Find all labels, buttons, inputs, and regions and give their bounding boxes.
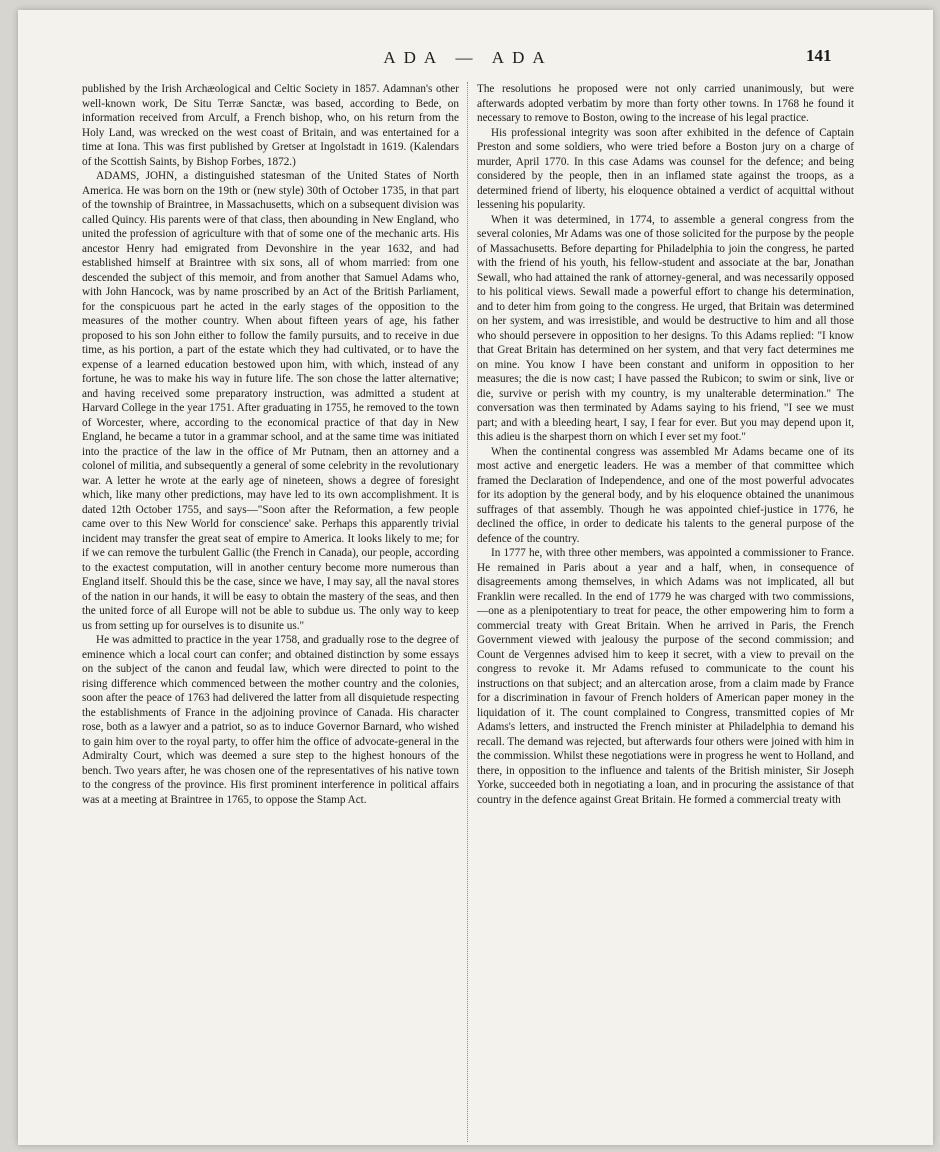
right-column [477,82,854,807]
book-page [18,10,933,1145]
left-column [82,82,459,807]
paragraph: When the continental congress was assembled Mr Adams became one of its most active and energetic leaders. He was a member of that committee which framed the Declaration of Independence, and one of the most powerful advocates for its adoption by the general body, and by his eloquence obtained the unanimous suffrages of that assembly. Though he was appointed chief-justice in 1776, he declined the office, in order to dedicate his talents to the general purpose of the defence of the country. [477,445,854,545]
paragraph: When it was determined, in 1774, to assemble a general congress from the several colonies, Mr Adams was one of those solicited for the purpose by the people of Massachusetts. Before departing for Philadelphia to join the congress, he parted with the friend of his youth, his fellow-student and associate at the bar, Jonathan Sewall, who had attained the rank of attorney-general, and was necessarily opposed to his political views. Sewall made a powerful effort to change his determination, and to deter him from going to the congress. He urged, that Britain was determined on her system, and was irresistible, and would be destructive to him and all those who should persevere in opposition to her designs. To this Adams replied: "I know that Great Britain has determined on her system, and that very fact determines me on mine. You know I have been constant and uniform in opposition to her measures; the die is now cast; I have passed the Rubicon; to swim or sink, live or die, survive or perish with my country, is my unalterable determination." The conversation was then terminated by Adams saying to his friend, "I see we must part; and with a bleeding heart, I say, I fear for ever. But you may depend upon it, this adieu is the sharpest thorn on which I ever set my foot." [477,213,854,443]
paragraph: In 1777 he, with three other members, was appointed a commissioner to France. He remained in Paris about a year and a half, when, in consequence of disagreements among themselves, in which Adams was not implicated, all but Franklin were recalled. In the end of 1779 he was charged with two commissions,—one as a plenipotentiary to treat for peace, the other empowering him to form a commercial treaty with Great Britain. When he arrived in Paris, the French Government viewed with jealousy the purpose of the second commission; and Count de Vergennes advised him to keep it secret, with a view to prevail on the congress to revoke it. Mr Adams refused to communicate to the count his instructions on that subject; and an altercation arose, from a claim made by France for a discrimination in favour of French holders of American paper money in the liquidation of it. The count complained to Congress, transmitted copies of Mr Adams's letters, and instructed the French minister at Philadelphia to demand his recall. The demand was rejected, but afterwards four others were joined with him in the commission. Whilst these negotiations were in progress he went to Holland, and there, in opposition to the influence and talents of the British minister, Sir Joseph Yorke, succeeded both in negotiating a loan, and in procuring the assistance of that country in the defence against Great Britain. He formed a commercial treaty with [477,547,854,806]
paragraph: His professional integrity was soon after exhibited in the defence of Captain Preston and some soldiers, who were tried before a Boston jury on a charge of murder, April 1770. In this case Adams was counsel for the defence; and being considered by the people, then in an inflamed state against the troops, as a determined friend of liberty, his eloquence obtained a verdict of acquittal without lessening his popularity. [477,126,854,211]
column-divider [467,82,468,1142]
paragraph: The resolutions he proposed were not only carried unanimously, but were afterwards adopted verbatim by more than forty other towns. In 1768 he found it necessary to remove to Boston, owing to the increase of his legal practice. [477,83,854,124]
paragraph: published by the Irish Archæological and Celtic Society in 1857. Adamnan's other well-known work, De Situ Terræ Sanctæ, was based, according to Bede, on information received from Arculf, a French bishop, who, on his return from the Holy Land, was wrecked on the west coast of Britain, and was entertained for a time at Iona. This was first published by Gretser at Ingolstadt in 1619. (Kalendars of the Scottish Saints, by Bishop Forbes, 1872.) [82,83,459,168]
paragraph: He was admitted to practice in the year 1758, and gradually rose to the degree of eminence which a local court can confer; and obtained distinction by some essays on the subject of the canon and feudal law, which were directed to point to the rising difference which commenced between the mother country and the colonies, soon after the peace of 1763 had delivered the latter from all disquietude respecting the establishments of France in the adjoining province of Canada. His character rose, both as a lawyer and a patriot, so as to induce Governor Barnard, who wished to gain him over to the royal party, to offer him the office of advocate-general in the Admiralty Court, which was deemed a sure step to the highest honours of the bench. Two years after, he was chosen one of the representatives of his native town to the congress of the province. His first prominent interference in political affairs was at a meeting at Braintree in 1765, to oppose the Stamp Act. [82,634,459,806]
page-number: 141 [806,46,832,65]
running-head: ADA — ADA [383,48,553,67]
paragraph: ADAMS, JOHN, a distinguished statesman of the United States of North America. He was born on the 19th or (new style) 30th of October 1735, in that part of the township of Braintree, in Massachusetts, which on a subsequent division was called Quincy. His parents were of that class, then abounding in New England, who united the profession of agriculture with that of some one of the mechanic arts. His ancestor Henry had emigrated from Devonshire in the year 1632, and had established himself at Braintree with six sons, all of whom married: from one descended the subject of this memoir, and from another that Samuel Adams who, with John Hancock, was by name proscribed by an Act of the British Parliament, for the conspicuous part he acted in the early stages of the opposition to the measures of the mother country. When about fifteen years of age, his father proposed to his son John either to follow the family pursuits, and to receive in due time, as his portion, a part of the estate which they had cultivated, or to have the expense of a learned education bestowed upon him, with which, instead of any fortune, he was to make his way in future life. The son chose the latter alternative; and having received some preparatory instruction, was admitted a student at Harvard College in the year 1751. After graduating in 1755, he removed to the town of Worcester, where, according to the economical practice of that day in New England, he became a tutor in a grammar school, and at the same time was initiated into the practice of the law in the office of Mr Putnam, then an attorney and a colonel of militia, and subsequently a general of some celebrity in the revolutionary war. A letter he wrote at the early age of nineteen, shows a degree of foresight which, like many other predictions, may have led to its own accomplishment. It is dated 12th October 1755, and says—"Soon after the Reformation, a few people came over to this New World for conscience' sake. Perhaps this apparently trivial incident may transfer the great seat of empire to America. It looks likely to me; for if we can remove the turbulent Gallic (the French in Canada), our people, according to the exactest computation, will in another century become more numerous than England itself. Should this be the case, since we have, I may say, all the naval stores of the nation in our hands, it will be easy to obtain the mastery of the seas, and then the united force of all Europe will not be able to subdue us. The only way to keep us from setting up for ourselves is to disunite us." [82,170,459,632]
